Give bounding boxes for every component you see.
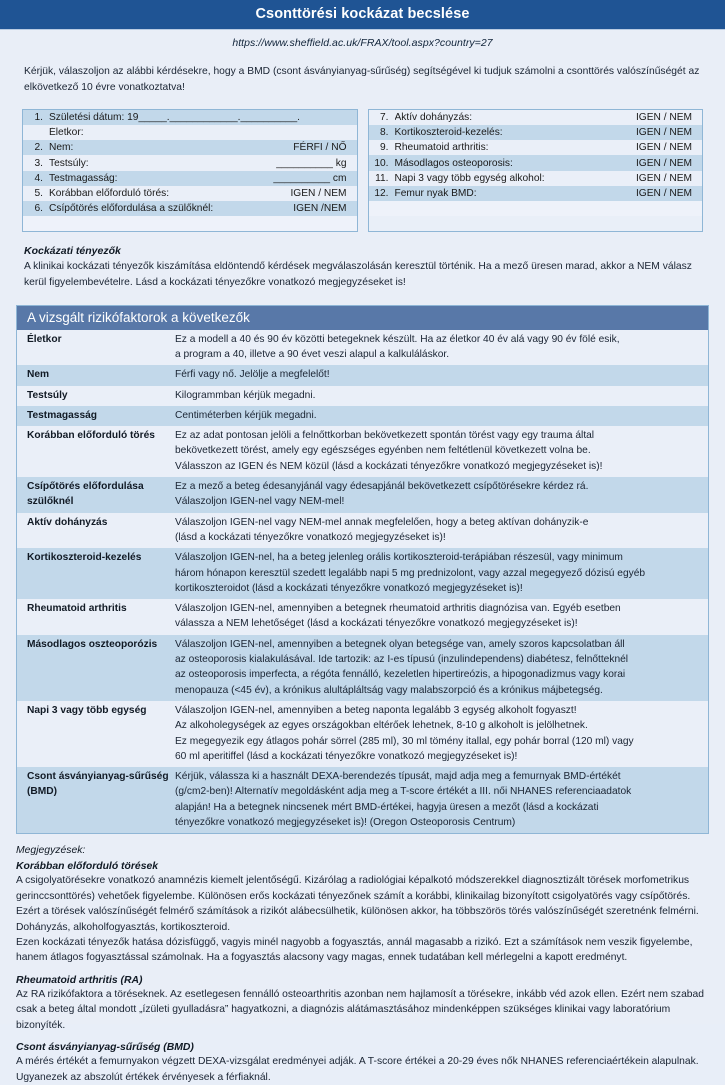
- risk-factors-note-body: A klinikai kockázati tényezők kiszámítása eldöntendő kérdések megválaszolásán keresztül történik. Ha a mező üresen marad, akkor a NEM válasz kerül figyelembevételre. Lásd a kockázati tényezőkre vonatkozó megjegyzéseket is!: [24, 261, 692, 289]
- risk-factor-term: Testmagasság: [27, 409, 98, 421]
- questionnaire-row[interactable]: [23, 110, 357, 125]
- remarks-paragraph: Ezen kockázati tényezők hatása dózisfüggő, vagyis minél nagyobb a fogyasztás, annál magasabb a rizikó. Ezt a számítások nem veszik figyelembe, hanem átlagos fogyasztással számolnak. Ha a fogyasztás alacsony vagy magas, ennek tudatában kell mérlegelni a kapott eredményt.: [16, 937, 693, 964]
- risk-factor-row: [17, 330, 708, 366]
- risk-factor-term: Nem: [27, 369, 50, 381]
- risk-factor-line: Kérjük, válassza ki a használt DEXA-berendezés típusát, majd adja meg a femurnyak BMD-értékét: [175, 771, 621, 783]
- risk-factor-row: [17, 426, 708, 477]
- risk-factor-line: három hónapon keresztül szedett legalább napi 5 mg prednizolont, vagy azzal megegyező dózisú egyéb: [175, 567, 646, 579]
- question-value[interactable]: IGEN / NEM: [635, 187, 692, 199]
- question-value[interactable]: IGEN / NEM: [635, 127, 692, 139]
- remarks-lead: Megjegyzések:: [16, 845, 86, 857]
- questionnaire-row[interactable]: [369, 155, 703, 170]
- questionnaire-right-table: [368, 109, 704, 233]
- questionnaire-row[interactable]: [23, 155, 357, 170]
- risk-factor-term: Napi 3 vagy több egység: [27, 704, 147, 716]
- risk-factor-line: menopauza (<45 év), a krónikus alultápláltság vagy malabszorpció és a krónikus májbetegség.: [175, 684, 603, 696]
- risk-factor-row: [17, 599, 708, 635]
- risk-factor-term: Csípőtörés előfordulása szülőknél: [27, 481, 144, 508]
- question-number: 3.: [34, 157, 43, 169]
- risk-factor-line: kortikoszteroidot (lásd a kockázati tényezőkre vonatkozó megjegyzéseket is)!: [175, 582, 523, 594]
- risk-factor-term: Aktív dohányzás: [27, 516, 108, 528]
- question-value[interactable]: IGEN / NEM: [635, 142, 692, 154]
- question-label: Rheumatoid arthritis:: [394, 142, 489, 154]
- risk-factor-term: Kortikoszteroid-kezelés: [27, 552, 142, 564]
- remarks-paragraph: Ezért a törések valószínűségét felmérő számítások a rizikót alábecsülhetik, különösen akkor, ha többszörös törés valószínűségét szeretnénk felmérni. Dohányzás, alkoholfogyasztás, kortikoszteroid.: [16, 906, 699, 933]
- question-label: Életkor:: [49, 127, 84, 139]
- risk-factor-description: [175, 332, 708, 363]
- risk-factor-line: az osteoporosis imperfecta, a régóta fennálló, kezeletlen hipertireózis, a hipogonadizmus vagy korai: [175, 669, 626, 681]
- risk-factor-term: Testsúly: [27, 389, 68, 401]
- questionnaire-row[interactable]: [369, 171, 703, 186]
- risk-factor-line: Válaszoljon IGEN-nel vagy NEM-mel!: [175, 496, 345, 508]
- risk-factor-description: [175, 408, 708, 423]
- risk-factor-row: [17, 548, 708, 599]
- risk-factor-line: (g/cm2-ben)! Alternatív megoldásként adja meg a T-score értékét a III. női NHANES referenciaadatok: [175, 786, 632, 798]
- question-value[interactable]: __________ kg: [276, 157, 347, 169]
- risk-factor-description: [175, 388, 708, 403]
- risk-factor-line: Válasszon az IGEN és NEM közül (lásd a kockázati tényezőkre vonatkozó megjegyzéseket is)!: [175, 460, 603, 472]
- questionnaire-row[interactable]: [23, 125, 357, 140]
- question-label: Femur nyak BMD:: [394, 187, 477, 199]
- question-number: 11.: [375, 172, 389, 184]
- risk-factor-description: [175, 769, 708, 830]
- question-label: Aktív dohányzás:: [394, 112, 473, 123]
- questionnaire-row[interactable]: [23, 171, 357, 186]
- risk-factor-line: Az alkoholegységek az egyes országokban eltérőek lehetnek, 8-10 g alkoholt is jelölhetnek.: [175, 720, 588, 732]
- questionnaire-row[interactable]: [23, 186, 357, 201]
- question-value[interactable]: IGEN / NEM: [635, 157, 692, 169]
- risk-factor-line: Férfi vagy nő. Jelölje a megfelelőt!: [175, 369, 330, 381]
- question-value[interactable]: IGEN / NEM: [635, 112, 692, 123]
- risk-factor-term: Életkor: [27, 333, 62, 345]
- risk-factor-description: [175, 703, 708, 764]
- questionnaire-left-table: [22, 109, 358, 233]
- risk-factors-note: [24, 245, 701, 290]
- question-label: Testmagasság:: [49, 172, 118, 184]
- risk-factor-description: [175, 479, 708, 510]
- question-number: 10.: [374, 157, 389, 169]
- question-number: 1.: [34, 112, 43, 123]
- questionnaire-row[interactable]: [369, 110, 703, 125]
- risk-factor-line: 60 ml aperitiffel (lásd a kockázati tényezőkre vonatkozó megjegyzéseket is)!: [175, 750, 518, 762]
- risk-factor-term: Korábban előforduló törés: [27, 430, 155, 442]
- risk-factor-row: [17, 477, 708, 513]
- risk-factor-row: [17, 365, 708, 385]
- question-value[interactable]: FÉRFI / NŐ: [293, 142, 347, 154]
- question-label: Nem:: [49, 142, 74, 154]
- question-label: Korábban előforduló törés:: [49, 187, 170, 199]
- risk-factor-line: Ez a mező a beteg édesanyjánál vagy édesapjánál bekövetkezett csípőtörésekre kérdez rá.: [175, 481, 589, 493]
- question-number: 6.: [34, 203, 43, 215]
- question-value[interactable]: IGEN / NEM: [635, 172, 692, 184]
- risk-factor-row: [17, 767, 708, 833]
- questionnaire-row[interactable]: [23, 140, 357, 155]
- questionnaire-row[interactable]: [369, 125, 703, 140]
- risk-factor-term: Csont ásványianyag-sűrűség (BMD): [27, 771, 169, 798]
- risk-factor-row: [17, 386, 708, 406]
- question-number: 5.: [34, 187, 43, 199]
- risk-factor-line: Kilogrammban kérjük megadni.: [175, 389, 316, 401]
- question-label: Napi 3 vagy több egység alkohol:: [394, 172, 545, 184]
- risk-factor-term: Rheumatoid arthritis: [27, 603, 127, 615]
- risk-factor-line: Válaszoljon IGEN-nel, amennyiben a beteg naponta legalább 3 egység alkoholt fogyaszt!: [175, 704, 577, 716]
- question-number: 7.: [380, 112, 389, 123]
- risk-factor-line: Válaszoljon IGEN-nel, amennyiben a betegnek olyan betegsége van, amely szoros kapcsolatban áll: [175, 638, 625, 650]
- question-value[interactable]: IGEN /NEM: [293, 203, 347, 215]
- risk-factor-description: [175, 550, 708, 596]
- risk-factor-line: Ez az adat pontosan jelöli a felnőttkorban bekövetkezett spontán törést vagy egy trauma által: [175, 430, 595, 442]
- risk-factor-table: [16, 305, 709, 835]
- questionnaire-row[interactable]: [23, 201, 357, 216]
- risk-factor-line: Válaszoljon IGEN-nel, amennyiben a betegnek rheumatoid arthritis diagnózisa van. Egyéb esetben: [175, 603, 621, 615]
- remarks-paragraph: A csigolyatörésekre vonatkozó anamnézis kiemelt jelentőségű. Kizárólag a radiológiai képalkotó módszerekkel diagnosztizált törések morfometrikus gerinccsonttörés) vehetőek figyelembe. Különösen erős kockázati tényezőnek számít a korábbi, klinikailag bizonyított csigolyatörés vagy csípőtörés.: [16, 875, 691, 902]
- questionnaire-row-filler: [369, 201, 703, 216]
- risk-factor-table-heading: A vizsgált rizikófaktorok a következők: [16, 305, 709, 330]
- question-number: 4.: [34, 172, 43, 184]
- risk-factor-row: [17, 513, 708, 549]
- risk-factor-line: a program a 40, illetve a 90 évet veszi alapul a kalkuláláskor.: [175, 348, 450, 360]
- risk-factor-description: [175, 601, 708, 632]
- remarks-heading: Rheumatoid arthritis (RA): [16, 974, 143, 986]
- intro-paragraph: Kérjük, válaszoljon az alábbi kérdésekre, hogy a BMD (csont ásványianyag-sűrűség) segítségével ki tudjuk számolni a csonttörés valószínűségét az elkövetkező 10 évre vonatkoztatva!: [24, 66, 700, 93]
- remarks-heading: Csont ásványianyag-sűrűség (BMD): [16, 1042, 194, 1054]
- risk-factor-term: Másodlagos oszteoporózis: [27, 638, 158, 650]
- question-number: 12.: [374, 187, 389, 199]
- question-value[interactable]: IGEN / NEM: [290, 187, 347, 199]
- question-label: Kortikoszteroid-kezelés:: [394, 127, 503, 139]
- risk-factor-line: bekövetkezett törést, amely egy egészséges egyénben nem feltétlenül következett volna be.: [175, 445, 591, 457]
- risk-factor-line: válassza a NEM lehetőséget (lásd a kockázati tényezőkre vonatkozó megjegyzéseket is)!: [175, 618, 578, 630]
- source-url: https://www.sheffield.ac.uk/FRAX/tool.aspx?country=27: [232, 37, 493, 49]
- question-label: Csípőtörés előfordulása a szülőknél:: [49, 203, 214, 215]
- risk-factor-description: [175, 515, 708, 546]
- remarks-spacer: [16, 966, 709, 975]
- question-value[interactable]: __________ cm: [273, 172, 347, 184]
- question-number: 2.: [34, 142, 43, 154]
- remarks-paragraph: A mérés értékét a femurnyakon végzett DEXA-vizsgálat eredményei adják. A T-score értékei a 20-29 éves nők NHANES referenciaértékein alapulnak. Ugyanezek az abszolút értékek érvényesek a férfiaknál.: [16, 1056, 699, 1083]
- questionnaire-row[interactable]: [369, 140, 703, 155]
- risk-factor-line: Centiméterben kérjük megadni.: [175, 409, 317, 421]
- risk-factor-line: Ez a modell a 40 és 90 év közötti betegeknek készült. Ha az életkor 40 év alá vagy 90 év fölé esik,: [175, 333, 620, 345]
- risk-factor-description: [175, 428, 708, 474]
- remarks-section: [16, 845, 709, 1085]
- question-label: Testsúly:: [49, 157, 89, 169]
- risk-factor-line: Válaszoljon IGEN-nel, ha a beteg jelenleg orális kortikoszteroid-terápiában részesül, vagy minimum: [175, 552, 623, 564]
- question-number: 8.: [380, 127, 389, 139]
- questionnaire: [22, 109, 703, 233]
- risk-factor-description: [175, 637, 708, 698]
- questionnaire-row-filler: [23, 216, 357, 231]
- risk-factor-line: Ez megegyezik egy átlagos pohár sörrel (285 ml), 30 ml tömény itallal, egy pohár borral (120 ml) vagy: [175, 735, 634, 747]
- question-label: Másodlagos osteoporosis:: [394, 157, 513, 169]
- page-title: Csonttörési kockázat becslése: [0, 0, 725, 30]
- risk-factor-line: tényezőkre vonatkozó megjegyzéseket is)! (Oregon Osteoporosis Centrum): [175, 817, 516, 828]
- risk-factor-row: [17, 701, 708, 767]
- risk-factor-line: alapján! Ha a betegnek nincsenek mért BMD-értékei, hagyja üresen a mezőt (lásd a kockázati: [175, 801, 599, 813]
- risk-factor-line: Válaszoljon IGEN-nel vagy NEM-mel annak megfelelően, hogy a beteg aktívan dohányzik-e: [175, 516, 589, 528]
- risk-factor-description: [175, 367, 708, 382]
- questionnaire-row[interactable]: [369, 186, 703, 201]
- remarks-paragraph: Az RA rizikófaktora a töréseknek. Az esetlegesen fennálló osteoarthritis azonban nem hajlamosít a törésekre, inkább véd azok ellen. Ezért nem szabad csak a beteg által mondott „ízületi gyulladásra” hagyatkozni, a diagnózis alátámasztásához mindenképpen szükséges klinikai vagy laboratórium bizonyíték.: [16, 988, 704, 1031]
- risk-factor-line: (lásd a kockázati tényezőkre vonatkozó megjegyzéseket is)!: [175, 531, 446, 543]
- risk-factor-line: az osteoporosis kialakulásával. Ide tartozik: az I-es típusú (inzulindependens) diabétesz, felnőtteknél: [175, 654, 629, 666]
- risk-factor-row: [17, 406, 708, 426]
- risk-factor-row: [17, 635, 708, 701]
- remarks-heading: Korábban előforduló törések: [16, 861, 159, 873]
- risk-factors-note-heading: Kockázati tényezők: [24, 245, 121, 258]
- question-number: 9.: [380, 142, 389, 154]
- question-label: Születési dátum: 19_____.____________.__________.: [49, 112, 300, 123]
- remarks-spacer: [16, 1033, 709, 1042]
